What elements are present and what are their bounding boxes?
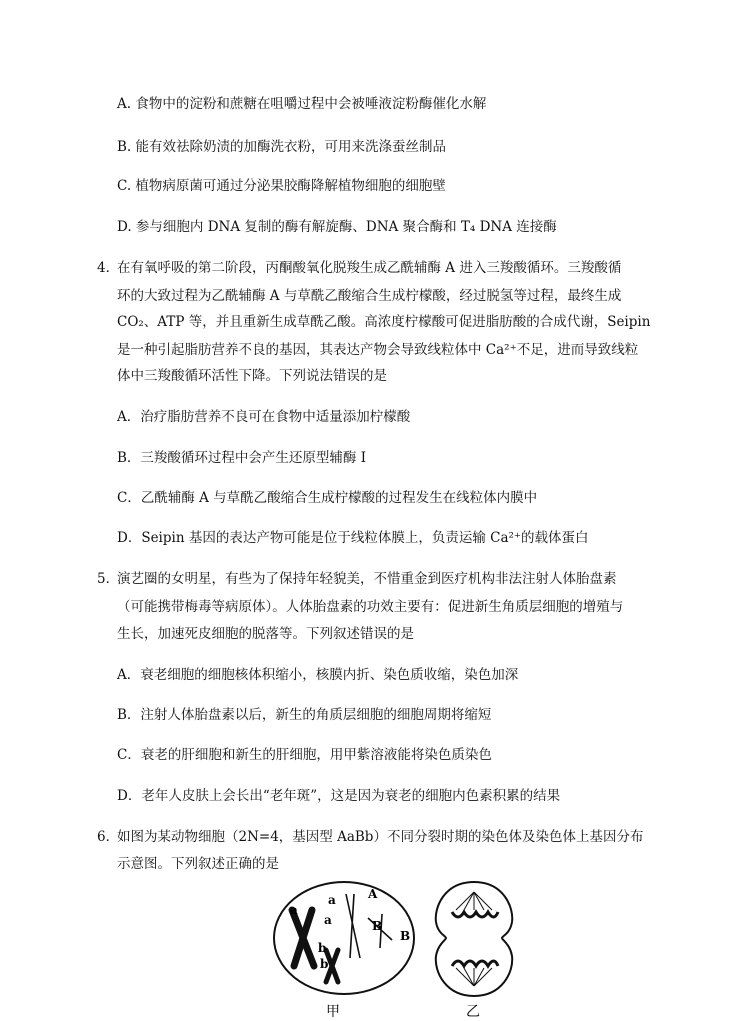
q5-option-a: A．衰老细胞的细胞核体积缩小，核膜内折、染色质收缩，染色加深 (117, 667, 519, 683)
q6-stem-line-2: 示意图。下列叙述正确的是 (117, 856, 279, 872)
q4-stem-line-3: CO₂、ATP 等，并且重新生成草酰乙酸。高浓度柠檬酸可促进脂肪酸的合成代谢，Seipin (117, 314, 651, 330)
q5-option-c: C．衰老的肝细胞和新生的肝细胞，用甲紫溶液能将染色质染色 (117, 747, 492, 763)
gene-label-A: A (368, 887, 378, 901)
q5-stem-line-3: 生长，加速死皮细胞的脱落等。下列叙述错误的是 (117, 626, 414, 642)
chromosomes-bottom (452, 961, 498, 966)
gene-label-a3: a (324, 913, 332, 927)
q6-number: 6． (97, 829, 120, 845)
q5-stem-line-2: （可能携带梅毒等病原体）。人体胎盘素的功效主要有：促进新生角质层细胞的增殖与 (117, 599, 624, 615)
q3-option-a: A. 食物中的淀粉和蔗糖在咀嚼过程中会被唾液淀粉酶催化水解 (117, 96, 487, 112)
chromosomes-top (452, 912, 498, 917)
q3-option-c: C. 植物病原菌可通过分泌果胶酶降解植物细胞的细胞壁 (117, 178, 446, 194)
spindle-bottom (456, 968, 492, 986)
q3-option-b: B. 能有效祛除奶渍的加酶洗衣粉，可用来洗涤蚕丝制品 (117, 139, 447, 155)
figure-label-jia: 甲 (326, 1004, 340, 1020)
q5-stem-line-1: 演艺圈的女明星，有些为了保持年轻貌美，不惜重金到医疗机构非法注射人体胎盘素 (117, 571, 617, 587)
q4-option-d: D．Seipin 基因的表达产物可能是位于线粒体膜上，负责运输 Ca²⁺的载体蛋白 (117, 530, 589, 546)
q4-option-b: B．三羧酸循环过程中会产生还原型辅酶 I (117, 450, 367, 466)
gene-label-a1: a (290, 903, 298, 917)
q4-option-a: A．治疗脂肪营养不良可在食物中适量添加柠檬酸 (117, 409, 411, 425)
gene-label-B1: B (372, 919, 383, 933)
gene-label-a2: a (328, 893, 336, 907)
q3-option-d: D. 参与细胞内 DNA 复制的酶有解旋酶、DNA 聚合酶和 T₄ DNA 连接酶 (117, 219, 557, 235)
chromosome-large-x (292, 910, 314, 966)
cell-division-figure (268, 878, 538, 1021)
gene-label-B2: B (400, 929, 411, 943)
q5-option-b: B．注射人体胎盘素以后，新生的角质层细胞的细胞周期将缩短 (117, 707, 492, 723)
q4-stem-line-4: 是一种引起脂肪营养不良的基因，其表达产物会导致线粒体中 Ca²⁺不足，进而导致线粒 (117, 342, 639, 358)
gene-label-b1: b (318, 941, 327, 955)
q4-stem-line-2: 环的大致过程为乙酰辅酶 A 与草酰乙酸缩合生成柠檬酸，经过脱氢等过程，最终生成 (117, 288, 622, 304)
cell-jia-outline (274, 882, 414, 994)
gene-label-b2: b (320, 957, 329, 971)
q4-number: 4． (97, 260, 120, 276)
q5-option-d: D．老年人皮肤上会长出“老年斑”，这是因为衰老的细胞内色素积累的结果 (117, 788, 561, 804)
chromosome-thin-pair (346, 894, 392, 958)
q4-option-c: C．乙酰辅酶 A 与草酰乙酸缩合生成柠檬酸的过程发生在线粒体内膜中 (117, 490, 538, 506)
q6-stem-line-1: 如图为某动物细胞（2N=4，基因型 AaBb）不同分裂时期的染色体及染色体上基因分布 (117, 829, 644, 845)
figure-label-yi: 乙 (466, 1004, 480, 1020)
spindle-top (456, 892, 492, 910)
q4-stem-line-1: 在有氧呼吸的第二阶段，丙酮酸氧化脱羧生成乙酰辅酶 A 进入三羧酸循环。三羧酸循 (117, 260, 622, 276)
q5-number: 5． (97, 571, 120, 587)
q4-stem-line-5: 体中三羧酸循环活性下降。下列说法错误的是 (117, 368, 387, 384)
